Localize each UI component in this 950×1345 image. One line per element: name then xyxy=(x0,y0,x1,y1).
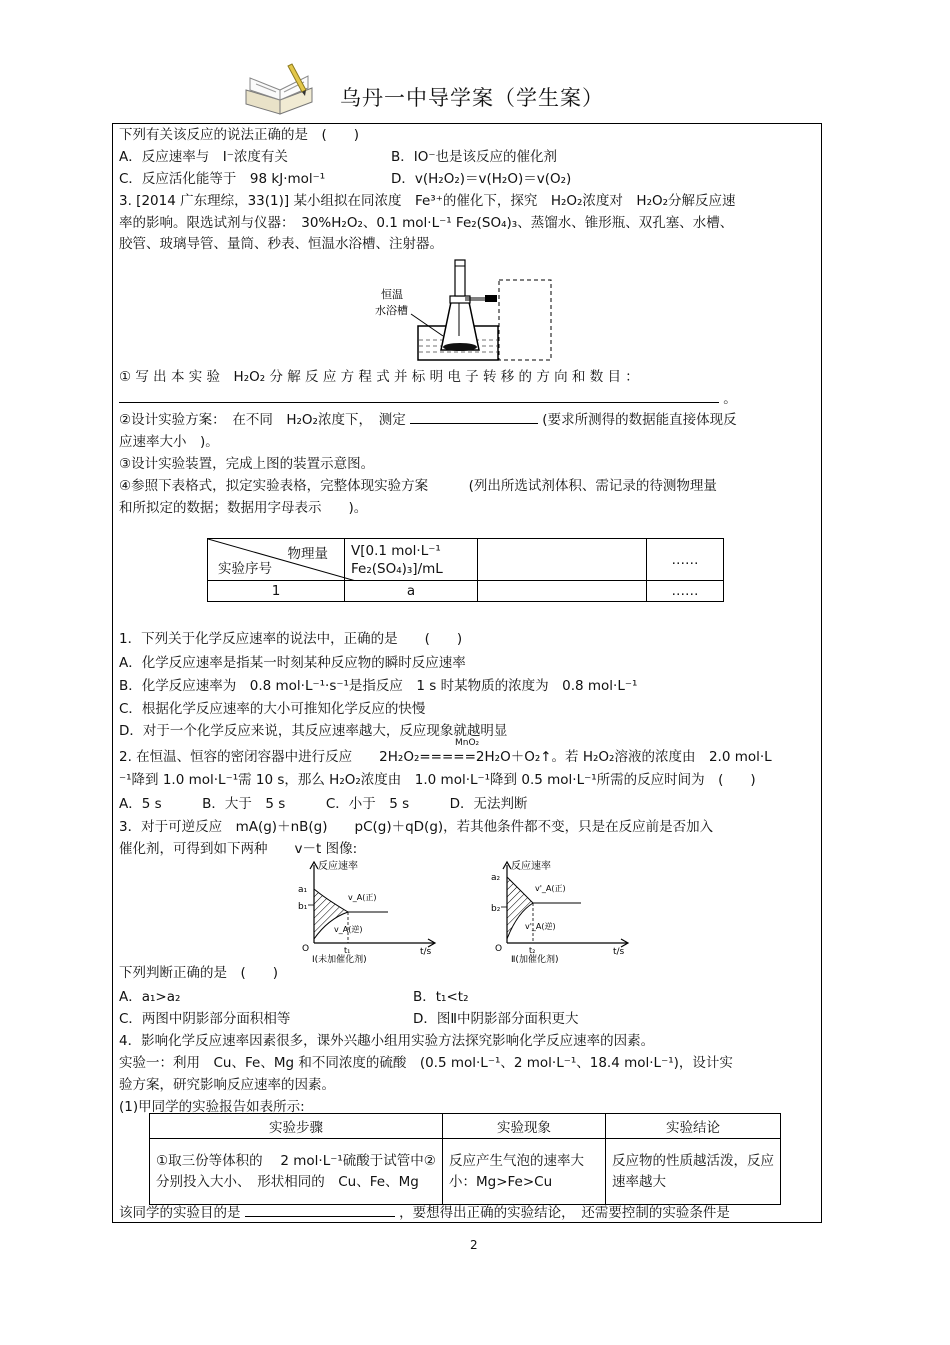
apparatus-label-2: 水浴槽 xyxy=(375,304,408,317)
step2-line xyxy=(119,411,737,429)
step3-line: ③设计实验装置，完成上图的装置示意图。 xyxy=(119,456,375,472)
graph1-origin: O xyxy=(302,944,310,954)
graph1-ylabel: 反应速率 xyxy=(318,861,358,872)
q3-exp-line2: 率的影响。限选试剂与仪器： 30%H₂O₂、0.1 mol·L⁻¹ Fe₂(SO₄)₃、蒸馏水、锥形瓶、双孔塞、水槽、 xyxy=(119,215,734,231)
q1-stem: 1．下列关于化学反应速率的说法中，正确的是 ( ) xyxy=(119,631,463,647)
q4-purpose-blank[interactable] xyxy=(245,1204,395,1217)
step4-line2: 和所拟定的数据；数据用字母表示 )。 xyxy=(119,500,368,516)
q3-graph-line2: 催化剂，可得到如下两种 v－t 图像: xyxy=(119,841,358,857)
q2-catalyst-label: MnO₂ xyxy=(455,738,480,748)
vt-graph-2 xyxy=(481,859,641,963)
step4-line1: ④参照下表格式，拟定实验表格，完整体现实验方案 (列出所选试剂体积、需记录的待测物理量 xyxy=(119,478,717,494)
graph1-b: b₁ xyxy=(298,902,308,912)
q2-line2: ⁻¹降到 1.0 mol·L⁻¹需 10 s，那么 H₂O₂浓度由 1.0 mol·L⁻¹降到 0.5 mol·L⁻¹所需的反应时间为 ( ) xyxy=(119,772,756,788)
q3-exp-line1: 3. [2014 广东理综，33(1)] 某小组拟在同浓度 Fe³⁺的催化下，探究 H₂O₂浓度对 H₂O₂分解反应速 xyxy=(119,193,736,209)
graph2-xlabel: t/s xyxy=(613,947,625,957)
q4-last-text-b: ，要想得出正确的实验结论， 还需要控制的实验条件是 xyxy=(399,1205,730,1221)
q3-option-d: D．图Ⅱ中阴影部分面积更大 xyxy=(413,1011,579,1027)
row-ellipsis: …… xyxy=(647,581,724,602)
step1-answer-line xyxy=(119,390,737,408)
report-header-phenomenon: 实验现象 xyxy=(443,1114,606,1139)
page-header xyxy=(240,60,700,122)
report-phenomenon-cell: 反应产生气泡的速率大小：Mg>Fe>Cu xyxy=(443,1139,606,1205)
graph2-reverse: v'_A(逆) xyxy=(525,922,556,931)
graph1-xlabel: t/s xyxy=(420,947,432,957)
q3-option-b: B．t₁<t₂ xyxy=(413,989,469,1005)
step2-answer-blank[interactable] xyxy=(410,411,538,424)
q2-options: A．5 s B．大于 5 s C．小于 5 s D．无法判断 xyxy=(119,796,528,812)
q4-line2: 实验一：利用 Cu、Fe、Mg 和不同浓度的硫酸 (0.5 mol·L⁻¹、2 mol·L⁻¹、18.4 mol·L⁻¹)，设计实 xyxy=(119,1055,733,1071)
report-conclusion-cell: 反应物的性质越活泼，反应速率越大 xyxy=(606,1139,781,1205)
step2-line2: 应速率大小 )。 xyxy=(119,434,219,450)
step1-text: ① 写 出 本 实 验 H₂O₂ 分 解 反 应 方 程 式 并 标 明 电 子 转 移 的 方 向 和 数 目 ： xyxy=(119,369,639,385)
q4-line3: 验方案，研究影响反应速率的因素。 xyxy=(119,1077,335,1093)
q4-last-line xyxy=(119,1204,730,1222)
q3-graph-line1: 3．对于可逆反应 mA(g)＋nB(g) pC(g)＋qD(g)，若其他条件都不变，只是在反应前是否加入 xyxy=(119,819,714,835)
prev-option-b: B．IO⁻也是该反应的催化剂 xyxy=(391,149,557,165)
prev-option-c: C．反应活化能等于 98 kJ·mol⁻¹ xyxy=(119,171,326,187)
graph1-reverse: v_A(逆) xyxy=(334,925,363,934)
q3-exp-line3: 胶管、玻璃导管、量筒、秒表、恒温水浴槽、注射器。 xyxy=(119,236,443,252)
graph1-t: t₁ xyxy=(344,946,351,955)
graph1-a: a₁ xyxy=(298,885,308,895)
row-empty[interactable] xyxy=(478,581,647,602)
q1-option-a: A．化学反应速率是指某一时刻某种反应物的瞬时反应速率 xyxy=(119,655,466,671)
q3-option-c: C．两图中阴影部分面积相等 xyxy=(119,1011,291,1027)
step2-text-b: (要求所测得的数据能直接体现反 xyxy=(542,412,737,428)
graph2-a: a₂ xyxy=(491,873,501,883)
row-number: 1 xyxy=(208,581,345,602)
header-physical-quantity: 物理量 xyxy=(287,546,328,562)
header-ellipsis: …… xyxy=(647,539,724,581)
graph2-t: t₂ xyxy=(529,946,536,955)
step1-period: 。 xyxy=(723,391,737,407)
q1-option-c: C．根据化学反应速率的大小可推知化学反应的快慢 xyxy=(119,701,426,717)
graph1-caption: Ⅰ(未加催化剂) xyxy=(312,955,367,963)
row-volume-value: a xyxy=(345,581,478,602)
graph2-caption: Ⅱ(加催化剂) xyxy=(511,955,559,963)
page-title: 乌丹一中导学案（学生案） xyxy=(340,86,604,110)
graph2-ylabel: 反应速率 xyxy=(511,861,551,872)
apparatus-label-1: 恒温 xyxy=(381,288,403,301)
q4-last-text-a: 该同学的实验目的是 xyxy=(119,1205,241,1221)
table-diagonal-header xyxy=(208,539,345,581)
apparatus-diagram xyxy=(373,256,563,364)
vt-graph-1 xyxy=(288,859,448,963)
report-table xyxy=(149,1113,781,1205)
q4-line1: 4．影响化学反应速率因素很多，课外兴趣小组用实验方法探究影响化学反应速率的因素。 xyxy=(119,1033,655,1049)
graph2-forward: v'_A(正) xyxy=(535,884,566,893)
graph2-origin: O xyxy=(495,944,503,954)
header-empty[interactable] xyxy=(478,539,647,581)
report-header-conclusion: 实验结论 xyxy=(606,1114,781,1139)
step1-line xyxy=(119,368,809,386)
prev-option-a: A．反应速率与 I⁻浓度有关 xyxy=(119,149,288,165)
step2-text-a: ②设计实验方案： 在不同 H₂O₂浓度下， 测定 xyxy=(119,412,406,428)
experiment-plan-table xyxy=(207,538,724,602)
q3-judge: 下列判断正确的是 ( ) xyxy=(119,965,279,981)
step1-answer-blank[interactable] xyxy=(119,390,719,403)
prev-option-d: D．v(H₂O₂)＝v(H₂O)＝v(O₂) xyxy=(391,171,572,187)
q2-line1: 2. 在恒温、恒容的密闭容器中进行反应 2H₂O₂=====2H₂O＋O₂↑。若 H₂O₂溶液的浓度由 2.0 mol·L xyxy=(119,749,772,765)
q1-option-b: B．化学反应速率为 0.8 mol·L⁻¹·s⁻¹是指反应 1 s 时某物质的浓度为 0.8 mol·L⁻¹ xyxy=(119,678,638,694)
graph1-forward: v_A(正) xyxy=(348,893,377,902)
header-volume: V[0.1 mol·L⁻¹ Fe₂(SO₄)₃]/mL xyxy=(345,539,478,581)
report-steps-cell: ①取三份等体积的 2 mol·L⁻¹硫酸于试管中②分别投入大小、 形状相同的 Cu、Fe、Mg xyxy=(150,1139,443,1205)
header-experiment-no: 实验序号 xyxy=(218,561,272,577)
book-pencil-logo xyxy=(240,60,320,118)
prev-question-stem: 下列有关该反应的说法正确的是 ( ) xyxy=(119,127,360,143)
q3-option-a: A．a₁>a₂ xyxy=(119,989,181,1005)
content-frame xyxy=(112,123,822,1223)
q4-line4: (1)甲同学的实验报告如表所示: xyxy=(119,1099,305,1115)
page-number: 2 xyxy=(470,1238,478,1252)
q1-option-d: D．对于一个化学反应来说，其反应速率越大，反应现象就越明显 xyxy=(119,723,508,739)
graph2-b: b₂ xyxy=(491,904,501,914)
report-header-steps: 实验步骤 xyxy=(150,1114,443,1139)
